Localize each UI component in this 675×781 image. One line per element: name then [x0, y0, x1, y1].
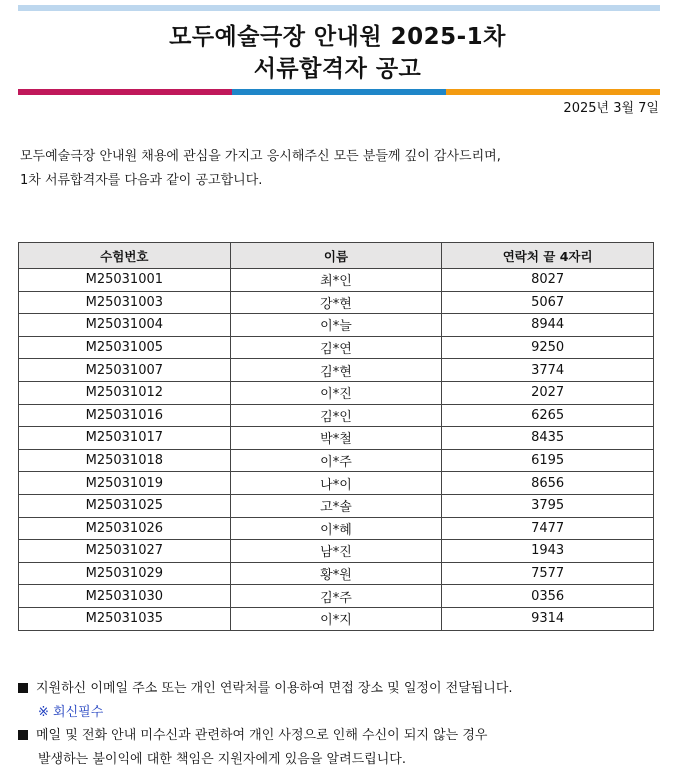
page-subtitle: 서류합격자 공고: [253, 56, 422, 82]
table-row: [19, 381, 654, 404]
cell-exam-number: M25031004: [19, 314, 231, 337]
color-divider: [18, 89, 660, 95]
intro-line-2: 1차 서류합격자를 다음과 같이 공고합니다.: [20, 173, 263, 188]
cell-exam-number: M25031019: [19, 472, 231, 495]
applicant-table: [18, 242, 654, 631]
cell-name: 박*철: [230, 427, 442, 450]
cell-exam-number: M25031029: [19, 562, 231, 585]
cell-phone-last4: 8027: [442, 269, 654, 292]
intro-line-1: 모두예술극장 안내원 채용에 관심을 가지고 응시해주신 모든 분들께 깊이 감사드리며,: [20, 149, 501, 164]
table-row: [19, 472, 654, 495]
header-exam-number: 수험번호: [19, 243, 231, 269]
notice-section: [18, 677, 513, 771]
cell-exam-number: M25031007: [19, 359, 231, 382]
cell-exam-number: M25031025: [19, 494, 231, 517]
table-row: [19, 427, 654, 450]
table-row: [19, 359, 654, 382]
intro-text: [20, 145, 501, 193]
cell-name: 황*원: [230, 562, 442, 585]
notice-text-1: 지원하신 이메일 주소 또는 개인 연락처를 이용하여 면접 장소 및 일정이 전달됩니다.: [36, 681, 513, 696]
notice-item: [18, 677, 513, 701]
square-bullet-icon: [18, 730, 28, 740]
page-title: 모두예술극장 안내원 2025-1차: [169, 24, 506, 50]
header-name: 이름: [230, 243, 442, 269]
cell-phone-last4: 7477: [442, 517, 654, 540]
cell-exam-number: M25031001: [19, 269, 231, 292]
cell-exam-number: M25031030: [19, 585, 231, 608]
cell-phone-last4: 9250: [442, 336, 654, 359]
cell-phone-last4: 7577: [442, 562, 654, 585]
cell-exam-number: M25031003: [19, 291, 231, 314]
cell-phone-last4: 5067: [442, 291, 654, 314]
cell-exam-number: M25031012: [19, 381, 231, 404]
cell-phone-last4: 2027: [442, 381, 654, 404]
table-row: [19, 404, 654, 427]
table-row: [19, 336, 654, 359]
cell-phone-last4: 8656: [442, 472, 654, 495]
cell-name: 김*현: [230, 359, 442, 382]
cell-phone-last4: 6195: [442, 449, 654, 472]
table-header-row: [19, 243, 654, 269]
table-row: [19, 314, 654, 337]
cell-name: 이*지: [230, 607, 442, 630]
notice-item: [18, 724, 513, 748]
announcement-date: 2025년 3월 7일: [563, 101, 659, 116]
cell-name: 이*혜: [230, 517, 442, 540]
table-row: [19, 585, 654, 608]
cell-exam-number: M25031026: [19, 517, 231, 540]
cell-name: 이*주: [230, 449, 442, 472]
cell-phone-last4: 0356: [442, 585, 654, 608]
color-segment-orange: [446, 89, 660, 95]
cell-exam-number: M25031005: [19, 336, 231, 359]
cell-phone-last4: 1943: [442, 540, 654, 563]
cell-exam-number: M25031017: [19, 427, 231, 450]
table-row: [19, 269, 654, 292]
cell-phone-last4: 8944: [442, 314, 654, 337]
cell-phone-last4: 8435: [442, 427, 654, 450]
notice-text-2-cont: 발생하는 불이익에 대한 책임은 지원자에게 있음을 알려드립니다.: [38, 751, 406, 767]
cell-phone-last4: 3774: [442, 359, 654, 382]
table-row: [19, 607, 654, 630]
cell-name: 이*늘: [230, 314, 442, 337]
cell-name: 김*인: [230, 404, 442, 427]
reply-required-note: ※ 회신필수: [38, 704, 104, 720]
cell-name: 강*현: [230, 291, 442, 314]
header-phone-last4: 연락처 끝 4자리: [442, 243, 654, 269]
notice-text-2: 메일 및 전화 안내 미수신과 관련하여 개인 사정으로 인해 수신이 되지 않는 경우: [36, 728, 488, 743]
cell-name: 김*연: [230, 336, 442, 359]
cell-phone-last4: 9314: [442, 607, 654, 630]
cell-phone-last4: 6265: [442, 404, 654, 427]
top-accent-bar: [18, 5, 660, 11]
cell-exam-number: M25031016: [19, 404, 231, 427]
table-row: [19, 562, 654, 585]
color-segment-blue: [232, 89, 446, 95]
cell-name: 고*솔: [230, 494, 442, 517]
table-row: [19, 517, 654, 540]
table-row: [19, 540, 654, 563]
table-row: [19, 494, 654, 517]
cell-name: 나*이: [230, 472, 442, 495]
cell-name: 김*주: [230, 585, 442, 608]
cell-name: 이*진: [230, 381, 442, 404]
color-segment-magenta: [18, 89, 232, 95]
table-row: [19, 449, 654, 472]
cell-name: 남*진: [230, 540, 442, 563]
cell-exam-number: M25031018: [19, 449, 231, 472]
table-body: [19, 269, 654, 631]
cell-exam-number: M25031035: [19, 607, 231, 630]
cell-exam-number: M25031027: [19, 540, 231, 563]
square-bullet-icon: [18, 683, 28, 693]
cell-name: 최*인: [230, 269, 442, 292]
table-row: [19, 291, 654, 314]
cell-phone-last4: 3795: [442, 494, 654, 517]
